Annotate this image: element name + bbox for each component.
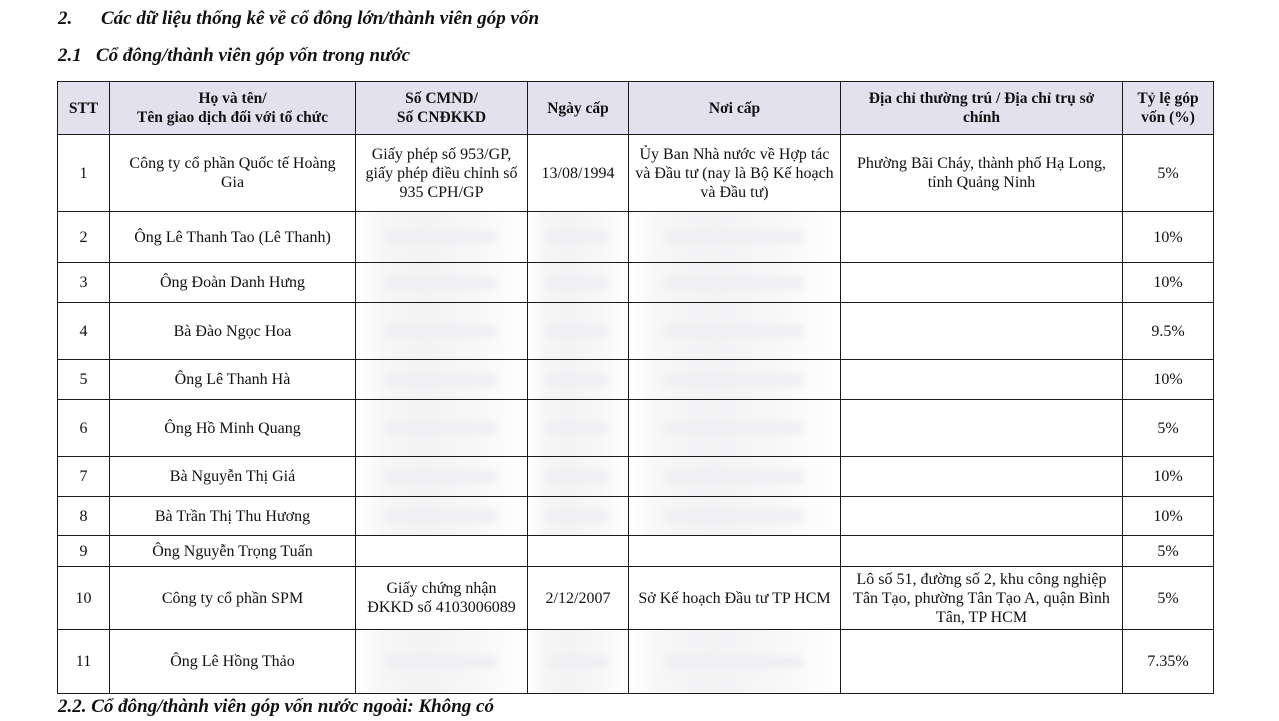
table-row xyxy=(58,212,1214,263)
header-ratio-line2: vốn (%) xyxy=(1141,109,1195,126)
cell-ratio: 10% xyxy=(1123,360,1214,400)
cell-issue-date: 2/12/2007 xyxy=(528,567,629,630)
cell-issue-date-redacted xyxy=(528,212,629,263)
cell-issue-place-redacted xyxy=(629,360,841,400)
section-number: 2. xyxy=(58,8,73,29)
cell-ratio: 5% xyxy=(1123,400,1214,457)
cell-ratio: 5% xyxy=(1123,135,1214,212)
cell-address-redacted xyxy=(841,497,1123,536)
header-address xyxy=(841,82,1123,135)
cell-issue-date-redacted xyxy=(528,630,629,694)
cell-issue-place-redacted xyxy=(629,212,841,263)
cell-stt: 7 xyxy=(58,457,110,497)
cell-name: Bà Trần Thị Thu Hương xyxy=(110,497,356,536)
cell-stt: 9 xyxy=(58,536,110,567)
subsection-foreign-heading: 2.2. Cổ đông/thành viên góp vốn nước ngoài: Không có xyxy=(58,696,494,717)
cell-id-redacted xyxy=(356,263,528,303)
cell-issue-place-redacted xyxy=(629,263,841,303)
table-row xyxy=(58,400,1214,457)
cell-name: Bà Đào Ngọc Hoa xyxy=(110,303,356,360)
cell-issue-date-empty xyxy=(528,536,629,567)
subsection-domestic-title: Cổ đông/thành viên góp vốn trong nước xyxy=(96,45,411,66)
cell-id-redacted xyxy=(356,457,528,497)
cell-name: Ông Nguyễn Trọng Tuấn xyxy=(110,536,356,567)
header-address-line1: Địa chỉ thường trú / Địa chỉ trụ sở xyxy=(868,90,1095,107)
header-id-line2: Số CNĐKKD xyxy=(396,109,487,126)
cell-id-redacted xyxy=(356,630,528,694)
cell-issue-place-redacted xyxy=(629,497,841,536)
section-heading xyxy=(58,8,539,30)
cell-name: Công ty cổ phần Quốc tế Hoàng Gia xyxy=(110,135,356,212)
cell-issue-place: Ủy Ban Nhà nước về Hợp tác và Đầu tư (nay là Bộ Kế hoạch và Đầu tư) xyxy=(629,135,841,212)
header-id xyxy=(356,82,528,135)
section-title: Các dữ liệu thống kê về cổ đông lớn/thành viên góp vốn xyxy=(101,8,540,29)
cell-address: Lô số 51, đường số 2, khu công nghiệp Tân Tạo, phường Tân Tạo A, quận Bình Tân, TP HCM xyxy=(841,567,1123,630)
cell-address-redacted xyxy=(841,212,1123,263)
cell-issue-place-redacted xyxy=(629,400,841,457)
cell-issue-date-redacted xyxy=(528,303,629,360)
cell-name: Ông Lê Thanh Tao (Lê Thanh) xyxy=(110,212,356,263)
cell-ratio: 10% xyxy=(1123,212,1214,263)
cell-address-redacted xyxy=(841,400,1123,457)
cell-name: Ông Lê Hồng Thảo xyxy=(110,630,356,694)
cell-id-redacted xyxy=(356,303,528,360)
header-issue-place: Nơi cấp xyxy=(629,82,841,135)
cell-ratio: 9.5% xyxy=(1123,303,1214,360)
table-row xyxy=(58,497,1214,536)
cell-stt: 3 xyxy=(58,263,110,303)
subsection-domestic-number: 2.1 xyxy=(58,45,82,66)
cell-address-redacted xyxy=(841,630,1123,694)
cell-ratio: 10% xyxy=(1123,497,1214,536)
cell-name: Bà Nguyễn Thị Giá xyxy=(110,457,356,497)
table-row xyxy=(58,263,1214,303)
table-row xyxy=(58,360,1214,400)
header-issue-date: Ngày cấp xyxy=(528,82,629,135)
cell-issue-date-redacted xyxy=(528,360,629,400)
cell-id-redacted xyxy=(356,360,528,400)
cell-name: Ông Lê Thanh Hà xyxy=(110,360,356,400)
cell-name: Ông Đoàn Danh Hưng xyxy=(110,263,356,303)
cell-ratio: 7.35% xyxy=(1123,630,1214,694)
cell-ratio: 5% xyxy=(1123,567,1214,630)
header-name-line2: Tên giao dịch đối với tổ chức xyxy=(137,109,328,126)
cell-stt: 8 xyxy=(58,497,110,536)
cell-ratio: 5% xyxy=(1123,536,1214,567)
cell-stt: 5 xyxy=(58,360,110,400)
cell-stt: 11 xyxy=(58,630,110,694)
cell-id-redacted xyxy=(356,497,528,536)
cell-id-redacted xyxy=(356,212,528,263)
cell-issue-place: Sở Kế hoạch Đầu tư TP HCM xyxy=(629,567,841,630)
cell-issue-date-redacted xyxy=(528,263,629,303)
table-row xyxy=(58,630,1214,694)
cell-issue-place-redacted xyxy=(629,630,841,694)
table-row xyxy=(58,567,1214,630)
cell-address-empty xyxy=(841,536,1123,567)
cell-stt: 4 xyxy=(58,303,110,360)
header-name xyxy=(110,82,356,135)
cell-ratio: 10% xyxy=(1123,457,1214,497)
header-stt: STT xyxy=(58,82,110,135)
header-name-line1: Họ và tên/ xyxy=(198,90,267,107)
cell-issue-date-redacted xyxy=(528,457,629,497)
table-header-row xyxy=(58,82,1214,135)
cell-issue-place-empty xyxy=(629,536,841,567)
cell-issue-place-redacted xyxy=(629,457,841,497)
table-row xyxy=(58,536,1214,567)
subsection-domestic-heading xyxy=(58,45,410,67)
cell-id-redacted xyxy=(356,400,528,457)
cell-issue-place-redacted xyxy=(629,303,841,360)
cell-id: Giấy chứng nhận ĐKKD số 4103006089 xyxy=(356,567,528,630)
shareholder-table xyxy=(57,81,1214,694)
cell-issue-date-redacted xyxy=(528,400,629,457)
cell-address-redacted xyxy=(841,263,1123,303)
cell-stt: 10 xyxy=(58,567,110,630)
table-row xyxy=(58,303,1214,360)
cell-stt: 1 xyxy=(58,135,110,212)
cell-name: Công ty cổ phần SPM xyxy=(110,567,356,630)
cell-id: Giấy phép số 953/GP, giấy phép điều chỉnh số 935 CPH/GP xyxy=(356,135,528,212)
cell-issue-date: 13/08/1994 xyxy=(528,135,629,212)
cell-address-redacted xyxy=(841,457,1123,497)
table-row xyxy=(58,135,1214,212)
header-ratio xyxy=(1123,82,1214,135)
cell-stt: 2 xyxy=(58,212,110,263)
cell-name: Ông Hồ Minh Quang xyxy=(110,400,356,457)
cell-ratio: 10% xyxy=(1123,263,1214,303)
cell-id-empty xyxy=(356,536,528,567)
cell-issue-date-redacted xyxy=(528,497,629,536)
cell-address-redacted xyxy=(841,303,1123,360)
cell-address: Phường Bãi Cháy, thành phố Hạ Long, tỉnh Quảng Ninh xyxy=(841,135,1123,212)
table-row xyxy=(58,457,1214,497)
cell-address-redacted xyxy=(841,360,1123,400)
header-id-line1: Số CMND/ xyxy=(405,90,478,107)
cell-stt: 6 xyxy=(58,400,110,457)
header-address-line2: chính xyxy=(962,109,1001,126)
header-ratio-line1: Tỷ lệ góp xyxy=(1137,90,1199,107)
